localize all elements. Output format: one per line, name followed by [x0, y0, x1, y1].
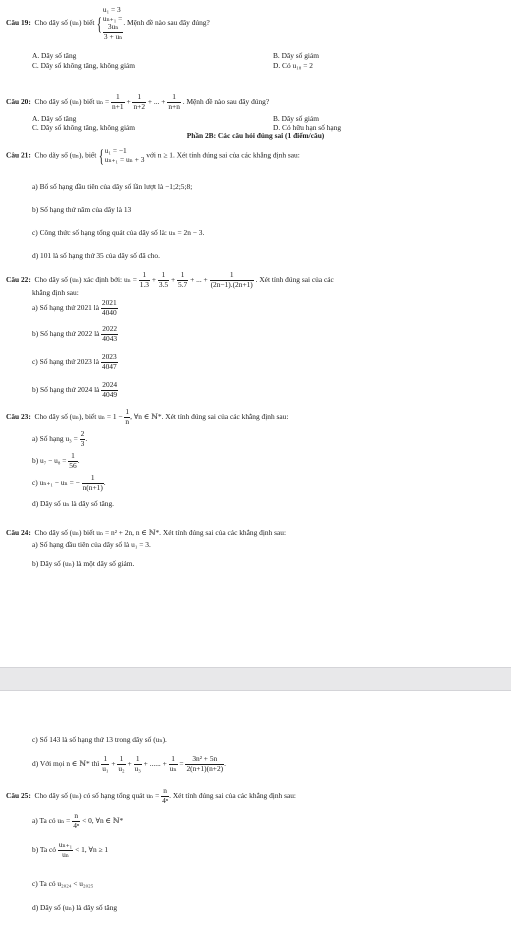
- q25-b-den: uₙ: [62, 849, 69, 859]
- q23-c-den: n(n+1): [82, 482, 103, 492]
- q24-label: Câu 24:: [6, 528, 31, 537]
- q21-stem-end: với n ≥ 1. Xét tính đúng sai của các khẳng định sau:: [146, 150, 300, 160]
- q23-b-text: b) u₇ − u₈ =: [32, 456, 67, 466]
- q22-frac-1: [139, 271, 150, 290]
- q20-frac-1-den: n+1: [112, 101, 124, 111]
- q19-option-b: B. Dãy số giảm: [273, 51, 319, 60]
- q22-b-den: 4043: [102, 333, 118, 343]
- q25-stem-text: Cho dãy số (uₙ) có số hạng tổng quát uₙ =: [34, 791, 160, 801]
- q24-d-text: d) Với mọi n ∈ ℕ* thì: [32, 759, 100, 769]
- q22-frac-4-num: 1: [210, 271, 254, 281]
- q24-statement-c: c) Số 143 là số hạng thứ 13 trong dãy số (uₙ).: [32, 735, 167, 744]
- q22-frac-1-num: 1: [139, 271, 150, 281]
- q23-statement-b: [32, 452, 80, 471]
- q19-stem-end: . Mệnh đề nào sau đây đúng?: [123, 18, 210, 28]
- q22-frac-2-den: 3.5: [158, 279, 169, 289]
- q19-option-c: C. Dãy số không tăng, không giảm: [32, 61, 136, 70]
- q22-plus-1: +: [151, 275, 157, 285]
- q20-frac-1: [111, 93, 125, 112]
- q20-frac-3-den: n+n: [168, 101, 180, 111]
- q24-d-rhs-frac: [185, 755, 224, 774]
- q23-b-frac: [68, 452, 77, 471]
- q25-stem-den: 4ⁿ: [162, 795, 169, 805]
- q25-stem-frac: [161, 787, 169, 806]
- q23-a-text: a) Số hạng u₃ =: [32, 434, 78, 444]
- q25-b-frac: [58, 841, 73, 860]
- q24-d-frac-1-num: 1: [101, 755, 109, 765]
- q23-a-num: 2: [80, 429, 85, 438]
- q20-frac-3-num: 1: [167, 93, 181, 103]
- q24-d-frac-4-den: uₙ: [169, 763, 177, 773]
- q21-statement-a: a) Bố số hạng đầu tiên của dãy số lần lượt là −1;2;5;8;: [32, 182, 193, 191]
- q20-label: Câu 20:: [6, 97, 31, 107]
- q24-d-frac-2: [117, 755, 125, 774]
- q23-stem-end: , ∀n ∈ ℕ*. Xét tính đúng sai của các khẳng định sau:: [130, 412, 289, 422]
- q24-statement-d: [32, 755, 226, 774]
- q25-stem-num: n: [161, 787, 169, 797]
- q20-stem-text: Cho dãy số (uₙ) biết uₙ =: [34, 97, 110, 107]
- q23-b-end: .: [77, 456, 80, 466]
- q20-stem: [6, 93, 269, 112]
- q24-plus-1: +: [111, 759, 116, 769]
- q23-a-den: 3: [80, 438, 85, 448]
- q22-statement-a: [32, 299, 118, 318]
- q22-b-num: 2022: [102, 324, 118, 333]
- q22-frac-3-num: 1: [177, 271, 188, 281]
- q19-sys-2-lhs: uₙ₊₁ =: [102, 13, 123, 23]
- q25-statement-c: c) Ta có u₂₀₂₄ < u₂₀₂₅: [32, 879, 94, 888]
- page-break-band: [0, 667, 511, 691]
- q22-stem-end: . Xét tính đúng sai của các: [255, 275, 334, 285]
- q23-stem: [6, 408, 288, 427]
- q24-dots: + ...... +: [143, 759, 167, 769]
- q24-stem-text: Cho dãy số (uₙ) biết uₙ = n² + 2n, n ∈ ℕ*. Xét tính đúng sai của các khẳng định sau:: [34, 528, 287, 537]
- q22-frac-3: [177, 271, 188, 290]
- q19-option-a: A. Dãy số tăng: [32, 51, 77, 60]
- q23-c-text: c) uₙ₊₁ − uₙ = −: [32, 478, 80, 488]
- q24-d-frac-1-den: u₁: [102, 763, 109, 773]
- q21-label: Câu 21:: [6, 150, 31, 160]
- q22-frac-1-den: 1.3: [139, 279, 149, 289]
- q22-stem-continued: khẳng định sau:: [32, 288, 79, 297]
- q20-frac-1-num: 1: [111, 93, 125, 103]
- q19-system: [103, 6, 123, 41]
- q22-d-den: 4049: [102, 389, 118, 399]
- q22-d-num: 2024: [102, 380, 118, 389]
- q25-b-end: < 1, ∀n ≥ 1: [75, 845, 109, 855]
- q22-label: Câu 22:: [6, 275, 31, 285]
- q21-stem: [6, 147, 300, 165]
- q22-c-den: 4047: [101, 361, 117, 371]
- q24-d-end: .: [224, 759, 226, 769]
- q20-frac-3: [167, 93, 181, 112]
- q20-frac-2-den: n+2: [133, 101, 146, 111]
- q24-d-frac-3: [134, 755, 142, 774]
- q19-brace: {: [96, 13, 103, 34]
- q19-sys-2-num: 3uₙ: [103, 23, 123, 33]
- q25-statement-d: d) Dãy số (uₙ) là dãy số tăng: [32, 903, 118, 912]
- q21-system: [105, 147, 145, 164]
- q24-statement-b: b) Dãy số (uₙ) là một dãy số giảm.: [32, 559, 135, 568]
- q20-dots: + ... +: [147, 97, 166, 107]
- q19-stem: [6, 6, 210, 41]
- q23-statement-a: [32, 430, 87, 449]
- q20-frac-2: [132, 93, 146, 112]
- q22-a-frac: [101, 299, 118, 318]
- q21-stem-text: Cho dãy số (uₙ), biết: [34, 150, 97, 160]
- q22-frac-4-den: (2n−1).(2n+1): [210, 279, 253, 289]
- q24-stem: [6, 529, 286, 538]
- q20-option-d: D. Có hữu hạn số hạng: [273, 123, 342, 132]
- q24-d-frac-2-num: 1: [117, 755, 125, 765]
- q19-sys-2-den: 3 + uₙ: [103, 31, 123, 41]
- q25-b-text: b) Ta có: [32, 845, 56, 855]
- q24-d-frac-4: [169, 755, 178, 774]
- q23-stem-num: 1: [125, 407, 130, 416]
- q22-a-text: a) Số hạng thứ 2021 là: [32, 303, 100, 313]
- q24-d-frac-3-den: u₃: [134, 763, 141, 773]
- q22-plus-2: +: [170, 275, 176, 285]
- q19-sys-2: [103, 15, 123, 42]
- q23-a-end: .: [85, 434, 88, 444]
- q25-statement-b: [32, 841, 108, 860]
- q21-statement-d: d) 101 là số hạng thứ 35 của dãy số đã cho.: [32, 251, 160, 260]
- q22-frac-2-num: 1: [158, 271, 169, 281]
- q25-label: Câu 25:: [6, 791, 31, 801]
- q23-stem-text: Cho dãy số (uₙ), biết uₙ = 1 −: [34, 412, 123, 422]
- q20-plus: +: [126, 97, 131, 107]
- q22-frac-4: [210, 271, 254, 290]
- q25-stem: [6, 787, 296, 806]
- q19-stem-text: Cho dãy số (uₙ) biết: [34, 18, 95, 28]
- q23-statement-c: [32, 474, 106, 493]
- q23-c-num: 1: [82, 474, 104, 484]
- q23-b-num: 1: [68, 452, 77, 462]
- q22-d-text: b) Số hạng thứ 2024 là: [32, 385, 100, 395]
- q22-a-num: 2021: [101, 298, 117, 307]
- q22-b-frac: [101, 325, 118, 344]
- q22-d-frac: [101, 381, 118, 400]
- q24-d-rhs-num: 3n² + 5n: [185, 755, 224, 765]
- q20-stem-end: . Mệnh đề nào sau đây đúng?: [182, 97, 270, 107]
- q22-stem: [6, 271, 334, 290]
- q22-stem-text: Cho dãy số (uₙ) xác định bởi: uₙ =: [34, 275, 137, 285]
- q22-c-text: c) Số hạng thứ 2023 là: [32, 357, 100, 367]
- q24-d-frac-3-num: 1: [134, 755, 142, 765]
- q25-a-num: n: [72, 812, 80, 822]
- q24-d-frac-1: [101, 755, 109, 774]
- q23-c-frac: [82, 474, 104, 493]
- q21-sys-1: u₁ = −1: [104, 146, 127, 156]
- q24-d-frac-4-num: 1: [169, 755, 178, 765]
- q22-statement-c: [32, 353, 118, 372]
- q21-sys-2: uₙ₊₁ = uₙ + 3: [104, 155, 145, 164]
- q23-stem-den: n: [125, 416, 130, 426]
- q22-c-num: 2023: [101, 352, 117, 361]
- q24-plus-2: +: [127, 759, 132, 769]
- q22-b-text: b) Số hạng thứ 2022 là: [32, 329, 100, 339]
- q25-a-frac: [72, 812, 80, 831]
- q25-a-end: < 0, ∀n ∈ ℕ*: [82, 816, 124, 826]
- q21-statement-b: b) Số hạng thứ năm của dãy là 13: [32, 205, 132, 214]
- q19-option-d: D. Có u₁₈ = 2: [273, 61, 313, 70]
- q21-statement-c: c) Công thức số hạng tổng quát của dãy số là: uₙ = 2n − 3.: [32, 228, 205, 237]
- q22-frac-2: [158, 271, 169, 290]
- q19-label: Câu 19:: [6, 18, 31, 28]
- q23-statement-d: d) Dãy số uₙ là dãy số tăng.: [32, 499, 115, 508]
- q22-statement-b: [32, 325, 118, 344]
- q19-sys-2-frac: [103, 23, 123, 41]
- q25-statement-a: [32, 812, 123, 831]
- section-heading: Phần 2B: Các câu hỏi đúng sai (1 điểm/câu): [186, 131, 325, 140]
- q23-c-end: .: [103, 478, 106, 488]
- q20-option-a: A. Dãy số tăng: [32, 114, 77, 123]
- q19-sys-1: u₁ = 3: [102, 5, 121, 14]
- q22-frac-3-den: 5.7: [178, 279, 188, 289]
- q22-c-frac: [101, 353, 118, 372]
- q22-a-den: 4040: [101, 307, 117, 317]
- q24-d-rhs-den: 2(n+1)(n+2): [186, 763, 224, 773]
- q24-statement-a: a) Số hạng đầu tiên của dãy số là u₁ = 3.: [32, 540, 151, 549]
- q25-a-den: 4ⁿ: [73, 820, 80, 830]
- q20-frac-2-num: 1: [132, 93, 146, 103]
- q22-statement-d: [32, 381, 118, 400]
- q25-b-num: uₙ₊₁: [58, 840, 73, 849]
- q25-a-text: a) Ta có uₙ =: [32, 816, 71, 826]
- q20-option-c: C. Dãy số không tăng, không giảm: [32, 123, 136, 132]
- q23-label: Câu 23:: [6, 412, 31, 422]
- q20-option-b: B. Dãy số giảm: [273, 114, 319, 123]
- q22-dots: + ... +: [190, 275, 208, 285]
- q21-brace: {: [98, 146, 105, 166]
- q24-d-frac-2-den: u₂: [118, 763, 125, 773]
- q23-b-den: 56: [69, 460, 77, 470]
- q24-equals: =: [179, 759, 184, 769]
- q25-stem-end: . Xét tính đúng sai của các khẳng định sau:: [169, 791, 296, 801]
